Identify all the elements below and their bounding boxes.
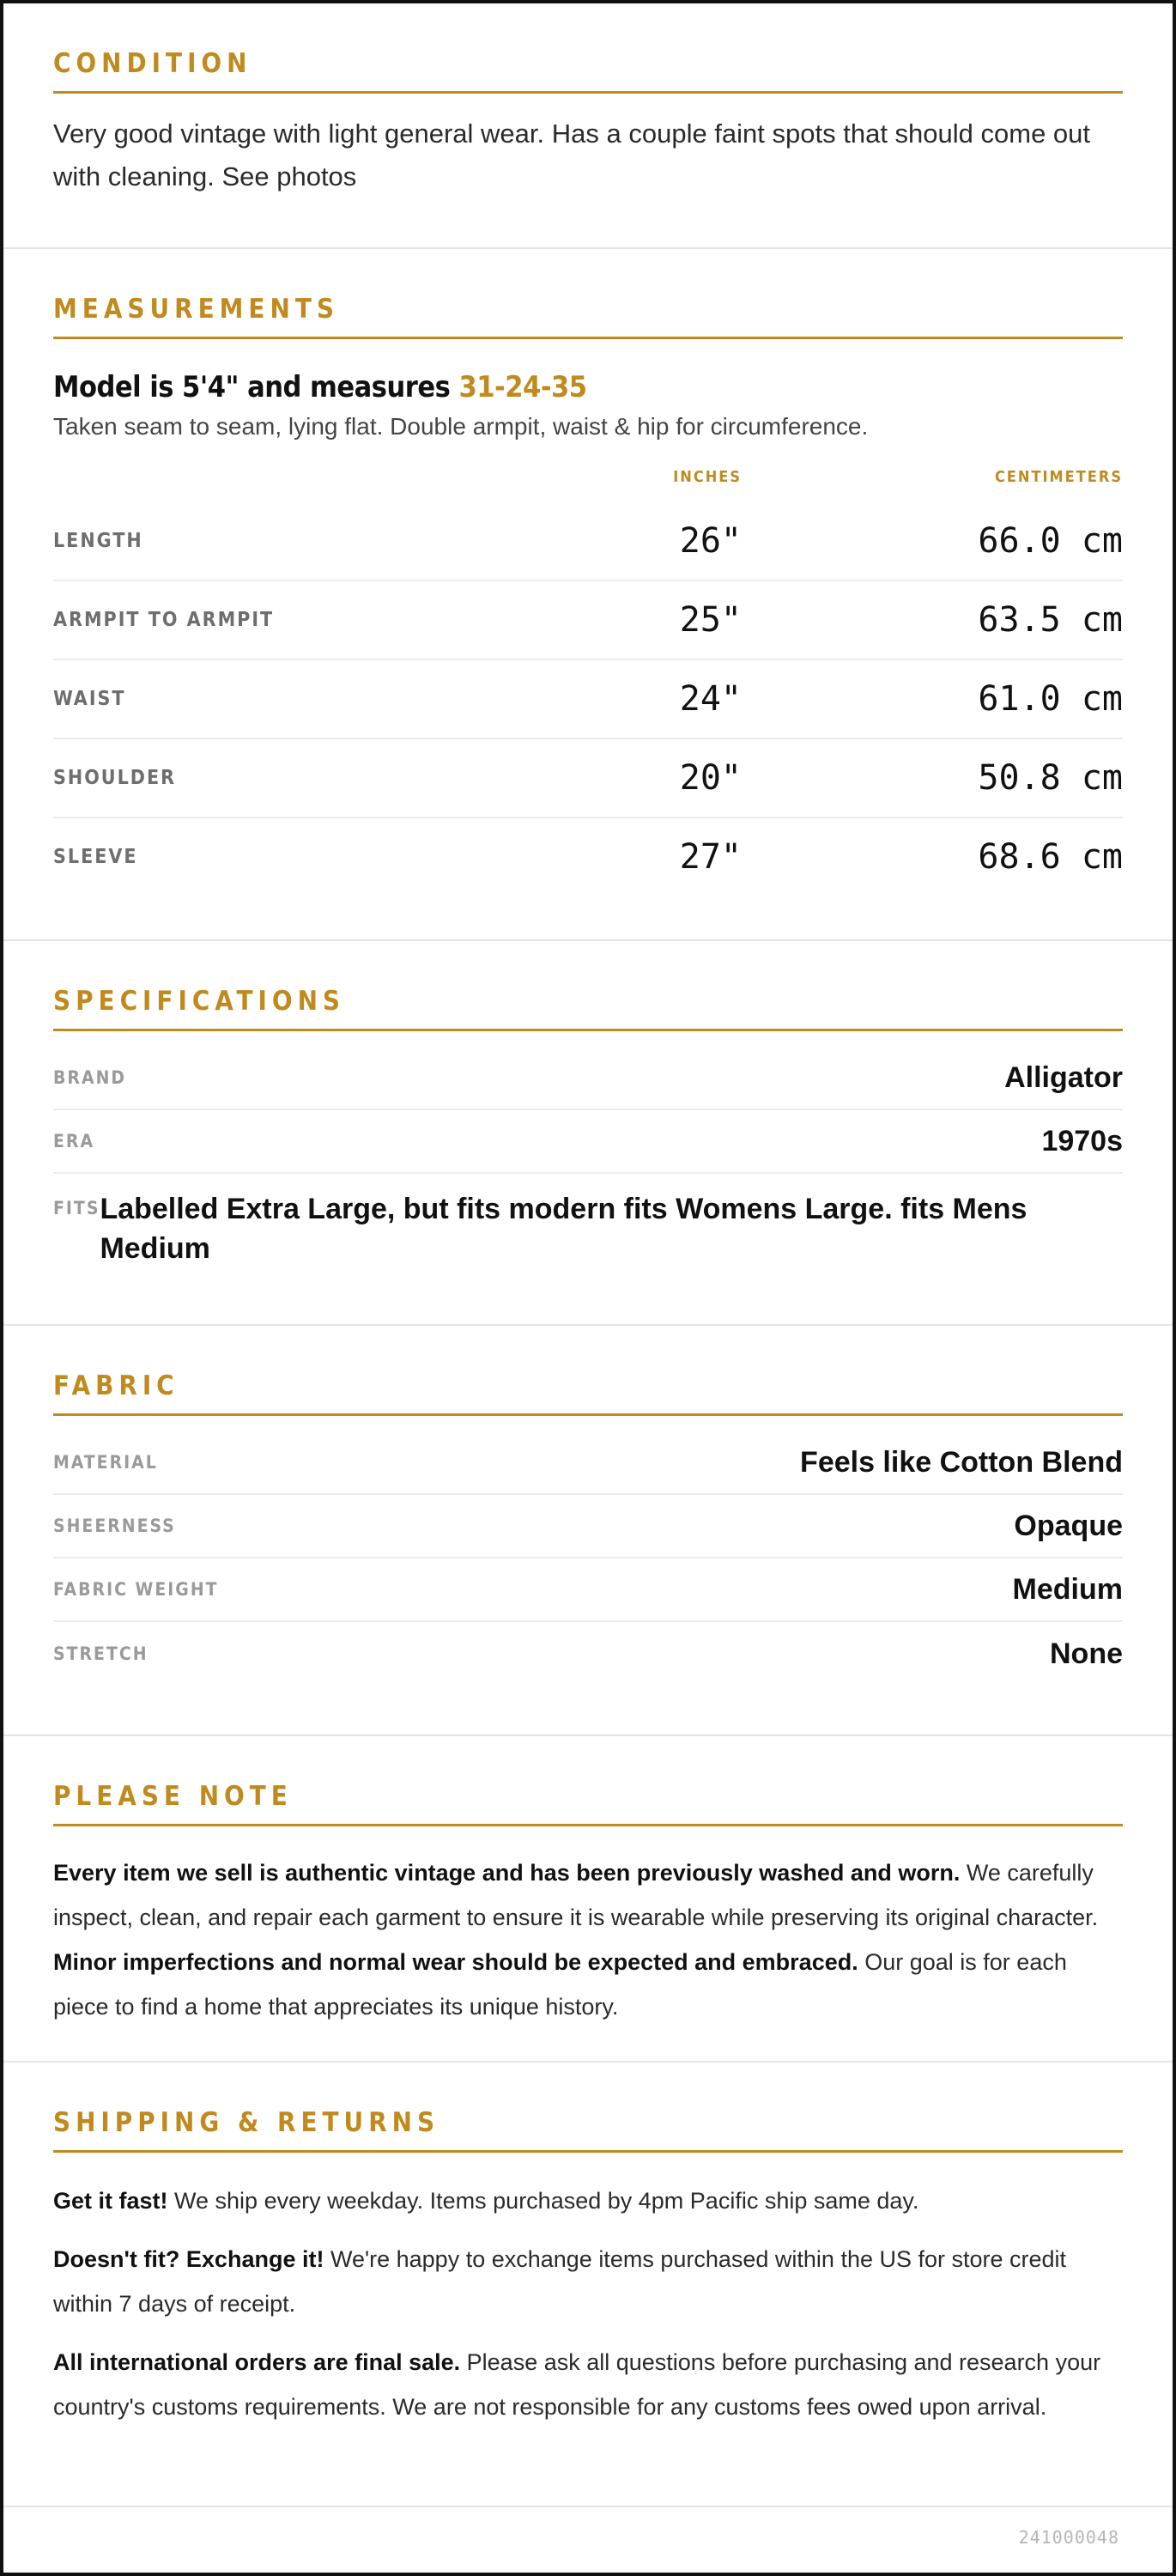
fabric-section bbox=[3, 1326, 1173, 1736]
fabric-value: Feels like Cotton Blend bbox=[800, 1445, 1123, 1479]
measurement-label: WAIST bbox=[53, 688, 126, 710]
measurement-label: LENGTH bbox=[53, 530, 143, 552]
note-text-1: We carefully inspect, clean, and repair each garment to ensure it is wearable while preserving its original character. bbox=[53, 1860, 1099, 1930]
measurement-cm: 68.6 cm bbox=[978, 837, 1123, 877]
note-bold-2: Minor imperfections and normal wear should be expected and embraced. bbox=[53, 1949, 858, 1975]
spec-row-era bbox=[53, 1110, 1123, 1174]
exchange-text: We're happy to exchange items purchased within the US for store credit within 7 days of receipt. bbox=[53, 2246, 1067, 2317]
spec-row-fits bbox=[53, 1174, 1123, 1268]
measurement-inches: 27" bbox=[679, 837, 742, 877]
spec-key: FITS bbox=[53, 1198, 100, 1218]
fabric-value: None bbox=[1050, 1637, 1123, 1670]
model-info-prefix: Model is 5'4" and measures bbox=[53, 370, 459, 404]
fabric-key: FABRIC WEIGHT bbox=[53, 1579, 219, 1600]
measurement-row-length bbox=[53, 502, 1123, 581]
fabric-value: Medium bbox=[1012, 1572, 1123, 1606]
fabric-row-stretch bbox=[53, 1622, 1123, 1686]
international-text: Please ask all questions before purchasing and research your country's customs requirements. We are not responsible for any customs fees owed upon arrival. bbox=[53, 2349, 1101, 2420]
spec-value: Labelled Extra Large, but fits modern fits Womens Large. fits Mens Medium bbox=[100, 1193, 1027, 1265]
model-measures: 31-24-35 bbox=[458, 370, 587, 404]
measurement-inches: 26" bbox=[679, 521, 742, 561]
note-text-2: Our goal is for each piece to find a home that appreciates its unique history. bbox=[53, 1949, 1067, 2020]
international-paragraph bbox=[53, 2340, 1123, 2429]
fabric-value: Opaque bbox=[1014, 1509, 1123, 1542]
inches-column-header: INCHES bbox=[673, 468, 742, 486]
measurement-row-shoulder bbox=[53, 739, 1123, 818]
measurement-label: SHOULDER bbox=[53, 767, 177, 789]
measurement-cm: 66.0 cm bbox=[978, 521, 1123, 561]
shipping-fast-paragraph bbox=[53, 2178, 1123, 2223]
measurement-row-sleeve bbox=[53, 818, 1123, 896]
spec-key: BRAND bbox=[53, 1067, 127, 1088]
fabric-key: STRETCH bbox=[53, 1643, 149, 1664]
shipping-fast-text: We ship every weekday. Items purchased by 4pm Pacific ship same day. bbox=[167, 2188, 919, 2214]
fabric-row-material bbox=[53, 1431, 1123, 1495]
condition-text: Very good vintage with light general wear. Has a couple faint spots that should come out with cleaning. See photos bbox=[53, 118, 1091, 191]
measurement-inches: 24" bbox=[679, 679, 742, 719]
measurement-column-headers bbox=[53, 468, 1123, 502]
measurement-cm: 61.0 cm bbox=[978, 679, 1123, 719]
fabric-list bbox=[53, 1431, 1123, 1686]
model-info bbox=[53, 368, 1123, 406]
specifications-list bbox=[53, 1047, 1123, 1268]
measurement-cm: 63.5 cm bbox=[978, 600, 1123, 640]
shipping-fast-bold: Get it fast! bbox=[53, 2188, 168, 2214]
fabric-heading: FABRIC bbox=[53, 1326, 1123, 1416]
fabric-key: SHEERNESS bbox=[53, 1516, 176, 1536]
item-id: 241000048 bbox=[1018, 2527, 1119, 2548]
spec-row-brand bbox=[53, 1047, 1123, 1110]
specifications-section bbox=[3, 941, 1173, 1326]
measurements-heading: MEASUREMENTS bbox=[53, 249, 1123, 339]
note-bold-1: Every item we sell is authentic vintage and has been previously washed and worn. bbox=[53, 1860, 961, 1886]
measurement-inches: 20" bbox=[679, 758, 742, 798]
fabric-key: MATERIAL bbox=[53, 1452, 158, 1473]
spec-value: Alligator bbox=[1004, 1060, 1123, 1094]
measurement-label: SLEEVE bbox=[53, 846, 138, 868]
centimeters-column-header: CENTIMETERS bbox=[994, 468, 1123, 486]
please-note-text bbox=[53, 1850, 1123, 2029]
shipping-returns-section bbox=[3, 2063, 1173, 2507]
measurement-row-waist bbox=[53, 660, 1123, 739]
fabric-row-weight bbox=[53, 1558, 1123, 1622]
fabric-row-sheerness bbox=[53, 1495, 1123, 1558]
international-bold: All international orders are final sale. bbox=[53, 2349, 461, 2375]
exchange-bold: Doesn't fit? Exchange it! bbox=[53, 2246, 324, 2272]
specifications-heading: SPECIFICATIONS bbox=[53, 941, 1123, 1031]
please-note-section bbox=[3, 1736, 1173, 2063]
measurements-section bbox=[3, 249, 1173, 941]
measurement-inches: 25" bbox=[679, 600, 742, 640]
measurement-table bbox=[53, 502, 1123, 896]
spec-key: ERA bbox=[53, 1131, 95, 1151]
spec-value: 1970s bbox=[1041, 1124, 1123, 1157]
please-note-heading: PLEASE NOTE bbox=[53, 1736, 1123, 1826]
measurement-label: ARMPIT TO ARMPIT bbox=[53, 609, 275, 631]
measurement-method-note: Taken seam to seam, lying flat. Double armpit, waist & hip for circumference. bbox=[53, 413, 869, 440]
exchange-paragraph bbox=[53, 2237, 1123, 2326]
shipping-heading: SHIPPING & RETURNS bbox=[53, 2063, 1123, 2153]
measurement-cm: 50.8 cm bbox=[978, 758, 1123, 798]
measurement-row-armpit bbox=[53, 581, 1123, 660]
condition-section bbox=[3, 3, 1173, 249]
condition-heading: CONDITION bbox=[53, 3, 1123, 94]
